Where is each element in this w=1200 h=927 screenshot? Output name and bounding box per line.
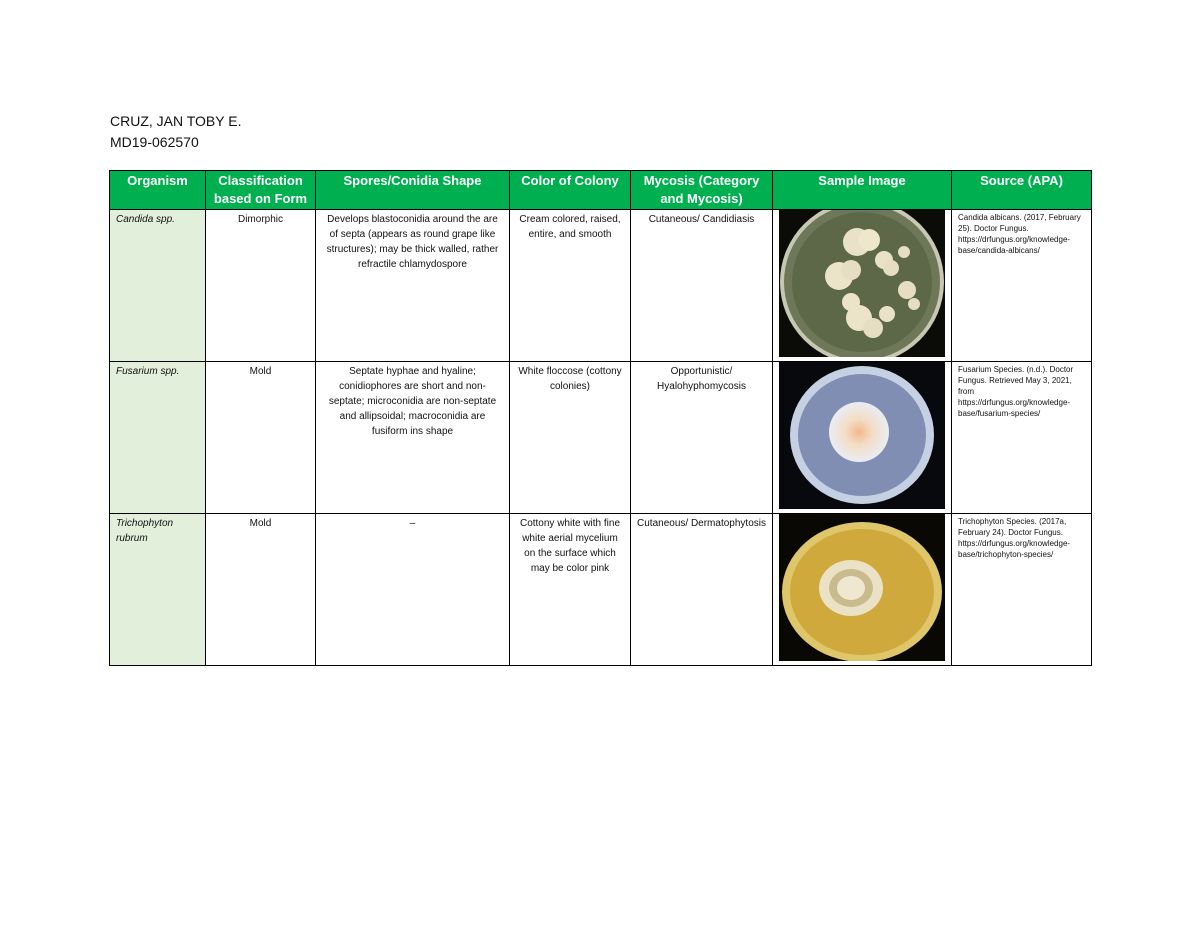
column-header-organism: Organism [110,171,206,210]
organism-cell: Trichophyton rubrum [110,514,206,666]
student-id: MD19-062570 [110,134,199,150]
mycosis-cell: Cutaneous/ Dermatophytosis [631,514,773,666]
color-cell: White floccose (cottony colonies) [510,362,631,514]
fungi-table [109,170,1092,666]
trichophyton-colony-photo [779,514,945,661]
source-cell: Fusarium Species. (n.d.). Doctor Fungus. Retrieved May 3, 2021, from https://drfungus.org/knowledge-base/fusarium-species/ [952,362,1092,514]
classification-cell: Dimorphic [206,210,316,362]
spores-cell: – [316,514,510,666]
column-header-color: Color of Colony [510,171,631,210]
mycosis-cell: Cutaneous/ Candidiasis [631,210,773,362]
organism-cell: Candida spp. [110,210,206,362]
table-row [110,514,1092,666]
sample-image-cell [773,514,952,666]
table-row [110,210,1092,362]
spores-cell: Septate hyphae and hyaline; conidiophores are short and non-septate; microconidia are non-septate and allipsoidal; macroconidia are fusiform ins shape [316,362,510,514]
fusarium-colony-photo [779,362,945,509]
spores-cell: Develops blastoconidia around the are of septa (appears as round grape like structures); may be thick walled, rather refractile chlamydospore [316,210,510,362]
sample-image-cell [773,362,952,514]
column-header-source: Source (APA) [952,171,1092,210]
organism-cell: Fusarium spp. [110,362,206,514]
column-header-classification: Classification based on Form [206,171,316,210]
table-header-row [110,171,1092,210]
candida-colony-photo [779,210,945,357]
table-row [110,362,1092,514]
source-cell: Candida albicans. (2017, February 25). Doctor Fungus. https://drfungus.org/knowledge-base/candida-albicans/ [952,210,1092,362]
column-header-mycosis: Mycosis (Category and Mycosis) [631,171,773,210]
column-header-spores: Spores/Conidia Shape [316,171,510,210]
column-header-sample-image: Sample Image [773,171,952,210]
color-cell: Cream colored, raised, entire, and smooth [510,210,631,362]
mycosis-cell: Opportunistic/ Hyalohyphomycosis [631,362,773,514]
document-header [110,111,241,153]
sample-image-cell [773,210,952,362]
classification-cell: Mold [206,514,316,666]
student-name: CRUZ, JAN TOBY E. [110,113,242,129]
source-cell: Trichophyton Species. (2017a, February 24). Doctor Fungus. https://drfungus.org/knowledge-base/trichophyton-species/ [952,514,1092,666]
classification-cell: Mold [206,362,316,514]
color-cell: Cottony white with fine white aerial mycelium on the surface which may be color pink [510,514,631,666]
